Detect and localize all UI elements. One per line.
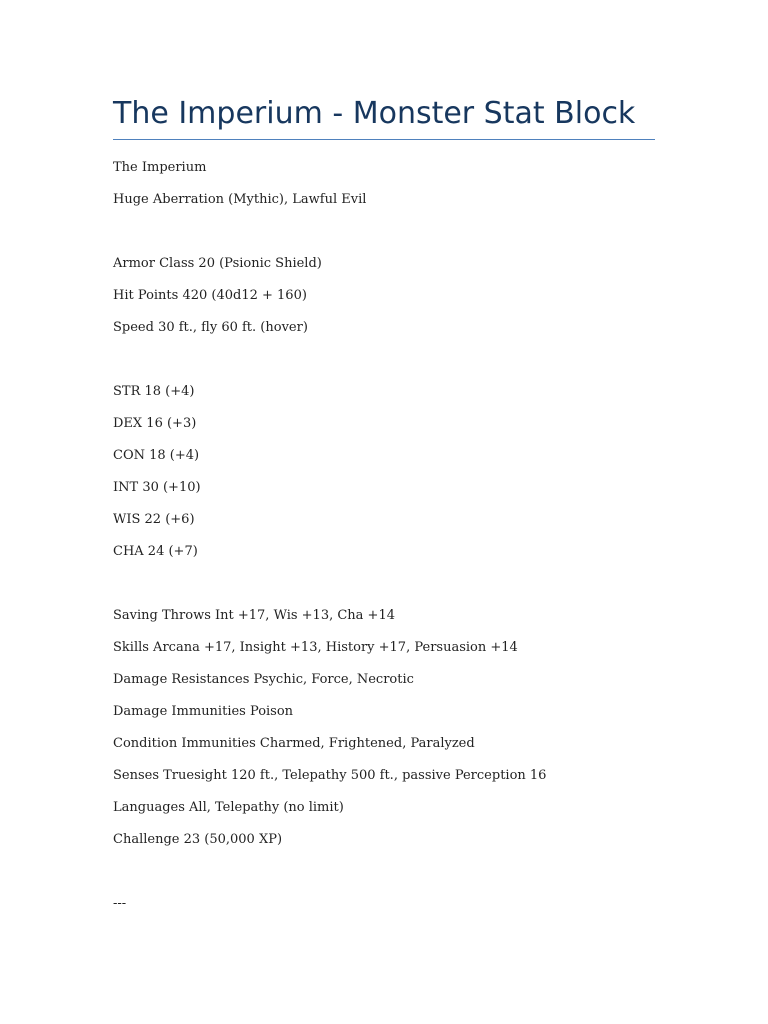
ability-dex: DEX 16 (+3) [113, 416, 197, 431]
hit-points: Hit Points 420 (40d12 + 160) [113, 288, 307, 303]
challenge: Challenge 23 (50,000 XP) [113, 832, 283, 847]
speed: Speed 30 ft., fly 60 ft. (hover) [113, 320, 308, 335]
ability-str: STR 18 (+4) [113, 384, 195, 399]
document-title: The Imperium - Monster Stat Block [113, 96, 636, 131]
ability-cha: CHA 24 (+7) [113, 544, 198, 559]
ability-con: CON 18 (+4) [113, 448, 200, 463]
senses: Senses Truesight 120 ft., Telepathy 500 ft., passive Perception 16 [113, 768, 547, 783]
ability-int: INT 30 (+10) [113, 480, 201, 495]
saving-throws: Saving Throws Int +17, Wis +13, Cha +14 [113, 608, 395, 623]
languages: Languages All, Telepathy (no limit) [113, 800, 344, 815]
armor-class: Armor Class 20 (Psionic Shield) [113, 256, 322, 271]
creature-type-alignment: Huge Aberration (Mythic), Lawful Evil [113, 192, 367, 207]
ability-wis: WIS 22 (+6) [113, 512, 195, 527]
creature-name: The Imperium [113, 160, 207, 175]
title-underline [113, 139, 655, 140]
damage-resistances: Damage Resistances Psychic, Force, Necrotic [113, 672, 414, 687]
condition-immunities: Condition Immunities Charmed, Frightened, Paralyzed [113, 736, 475, 751]
section-separator: --- [113, 896, 127, 911]
damage-immunities: Damage Immunities Poison [113, 704, 294, 719]
skills: Skills Arcana +17, Insight +13, History +17, Persuasion +14 [113, 640, 518, 655]
